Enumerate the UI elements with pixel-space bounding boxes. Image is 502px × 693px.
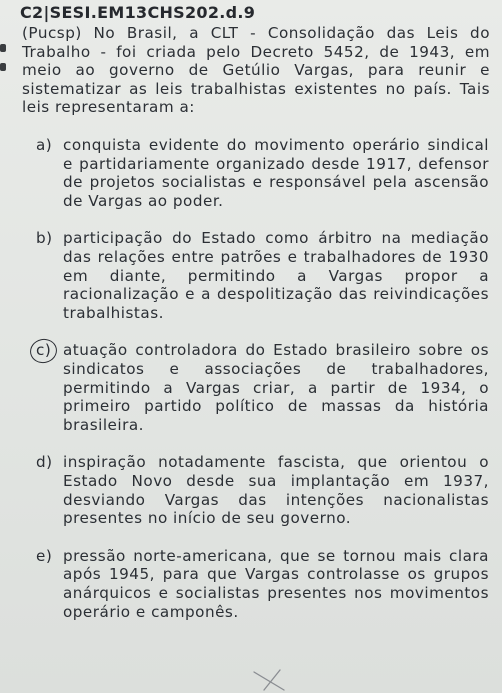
option-letter: d) — [36, 453, 53, 472]
option-text: inspiração notadamente fascista, que orientou o Estado Novo desde sua implantação em 1937, desviando Vargas das intenções nacionalistas presentes no início de seu governo. — [63, 453, 489, 528]
option-b[interactable] — [36, 229, 489, 323]
question-code: C2|SESI.EM13CHS202.d.9 — [20, 3, 256, 22]
option-a[interactable] — [36, 136, 489, 211]
option-e[interactable] — [36, 547, 489, 622]
option-c[interactable] — [36, 341, 489, 435]
page-fold-mark — [0, 63, 6, 71]
option-d[interactable] — [36, 453, 489, 528]
answer-options — [36, 136, 489, 640]
option-letter: a) — [36, 136, 53, 154]
option-text: conquista evidente do movimento operário sindical e partidariamente organizado desde 1917, defensor de projetos socialistas e responsável pela ascensão de Vargas ao poder. — [63, 136, 489, 211]
option-letter: b) — [36, 229, 53, 248]
option-letter: e) — [36, 546, 53, 565]
pen-scribble-mark — [250, 668, 290, 692]
page-fold-mark — [0, 44, 6, 52]
option-text: participação do Estado como árbitro na mediação das relações entre patrões e trabalhadores de 1930 em diante, permitindo a Vargas propor a racionalização e a despolitização das reivindicações trabalhistas. — [63, 229, 489, 323]
option-text: atuação controladora do Estado brasileiro sobre os sindicatos e associações de trabalhadores, permitindo a Vargas criar, a partir de 1934, o primeiro partido político de massas da história brasileira. — [63, 341, 489, 435]
option-text: pressão norte-americana, que se tornou mais clara após 1945, para que Vargas controlasse os grupos anárquicos e socialistas presentes nos movimentos operário e camponês. — [63, 546, 489, 621]
option-letter-circled: c) — [36, 341, 52, 360]
question-stem: (Pucsp) No Brasil, a CLT - Consolidação das Leis do Trabalho - foi criada pelo Decreto 5452, de 1943, em meio ao governo de Getúlio Vargas, para reunir e sistematizar as leis trabalhistas existentes no país. Tais leis representaram a: — [22, 24, 490, 117]
